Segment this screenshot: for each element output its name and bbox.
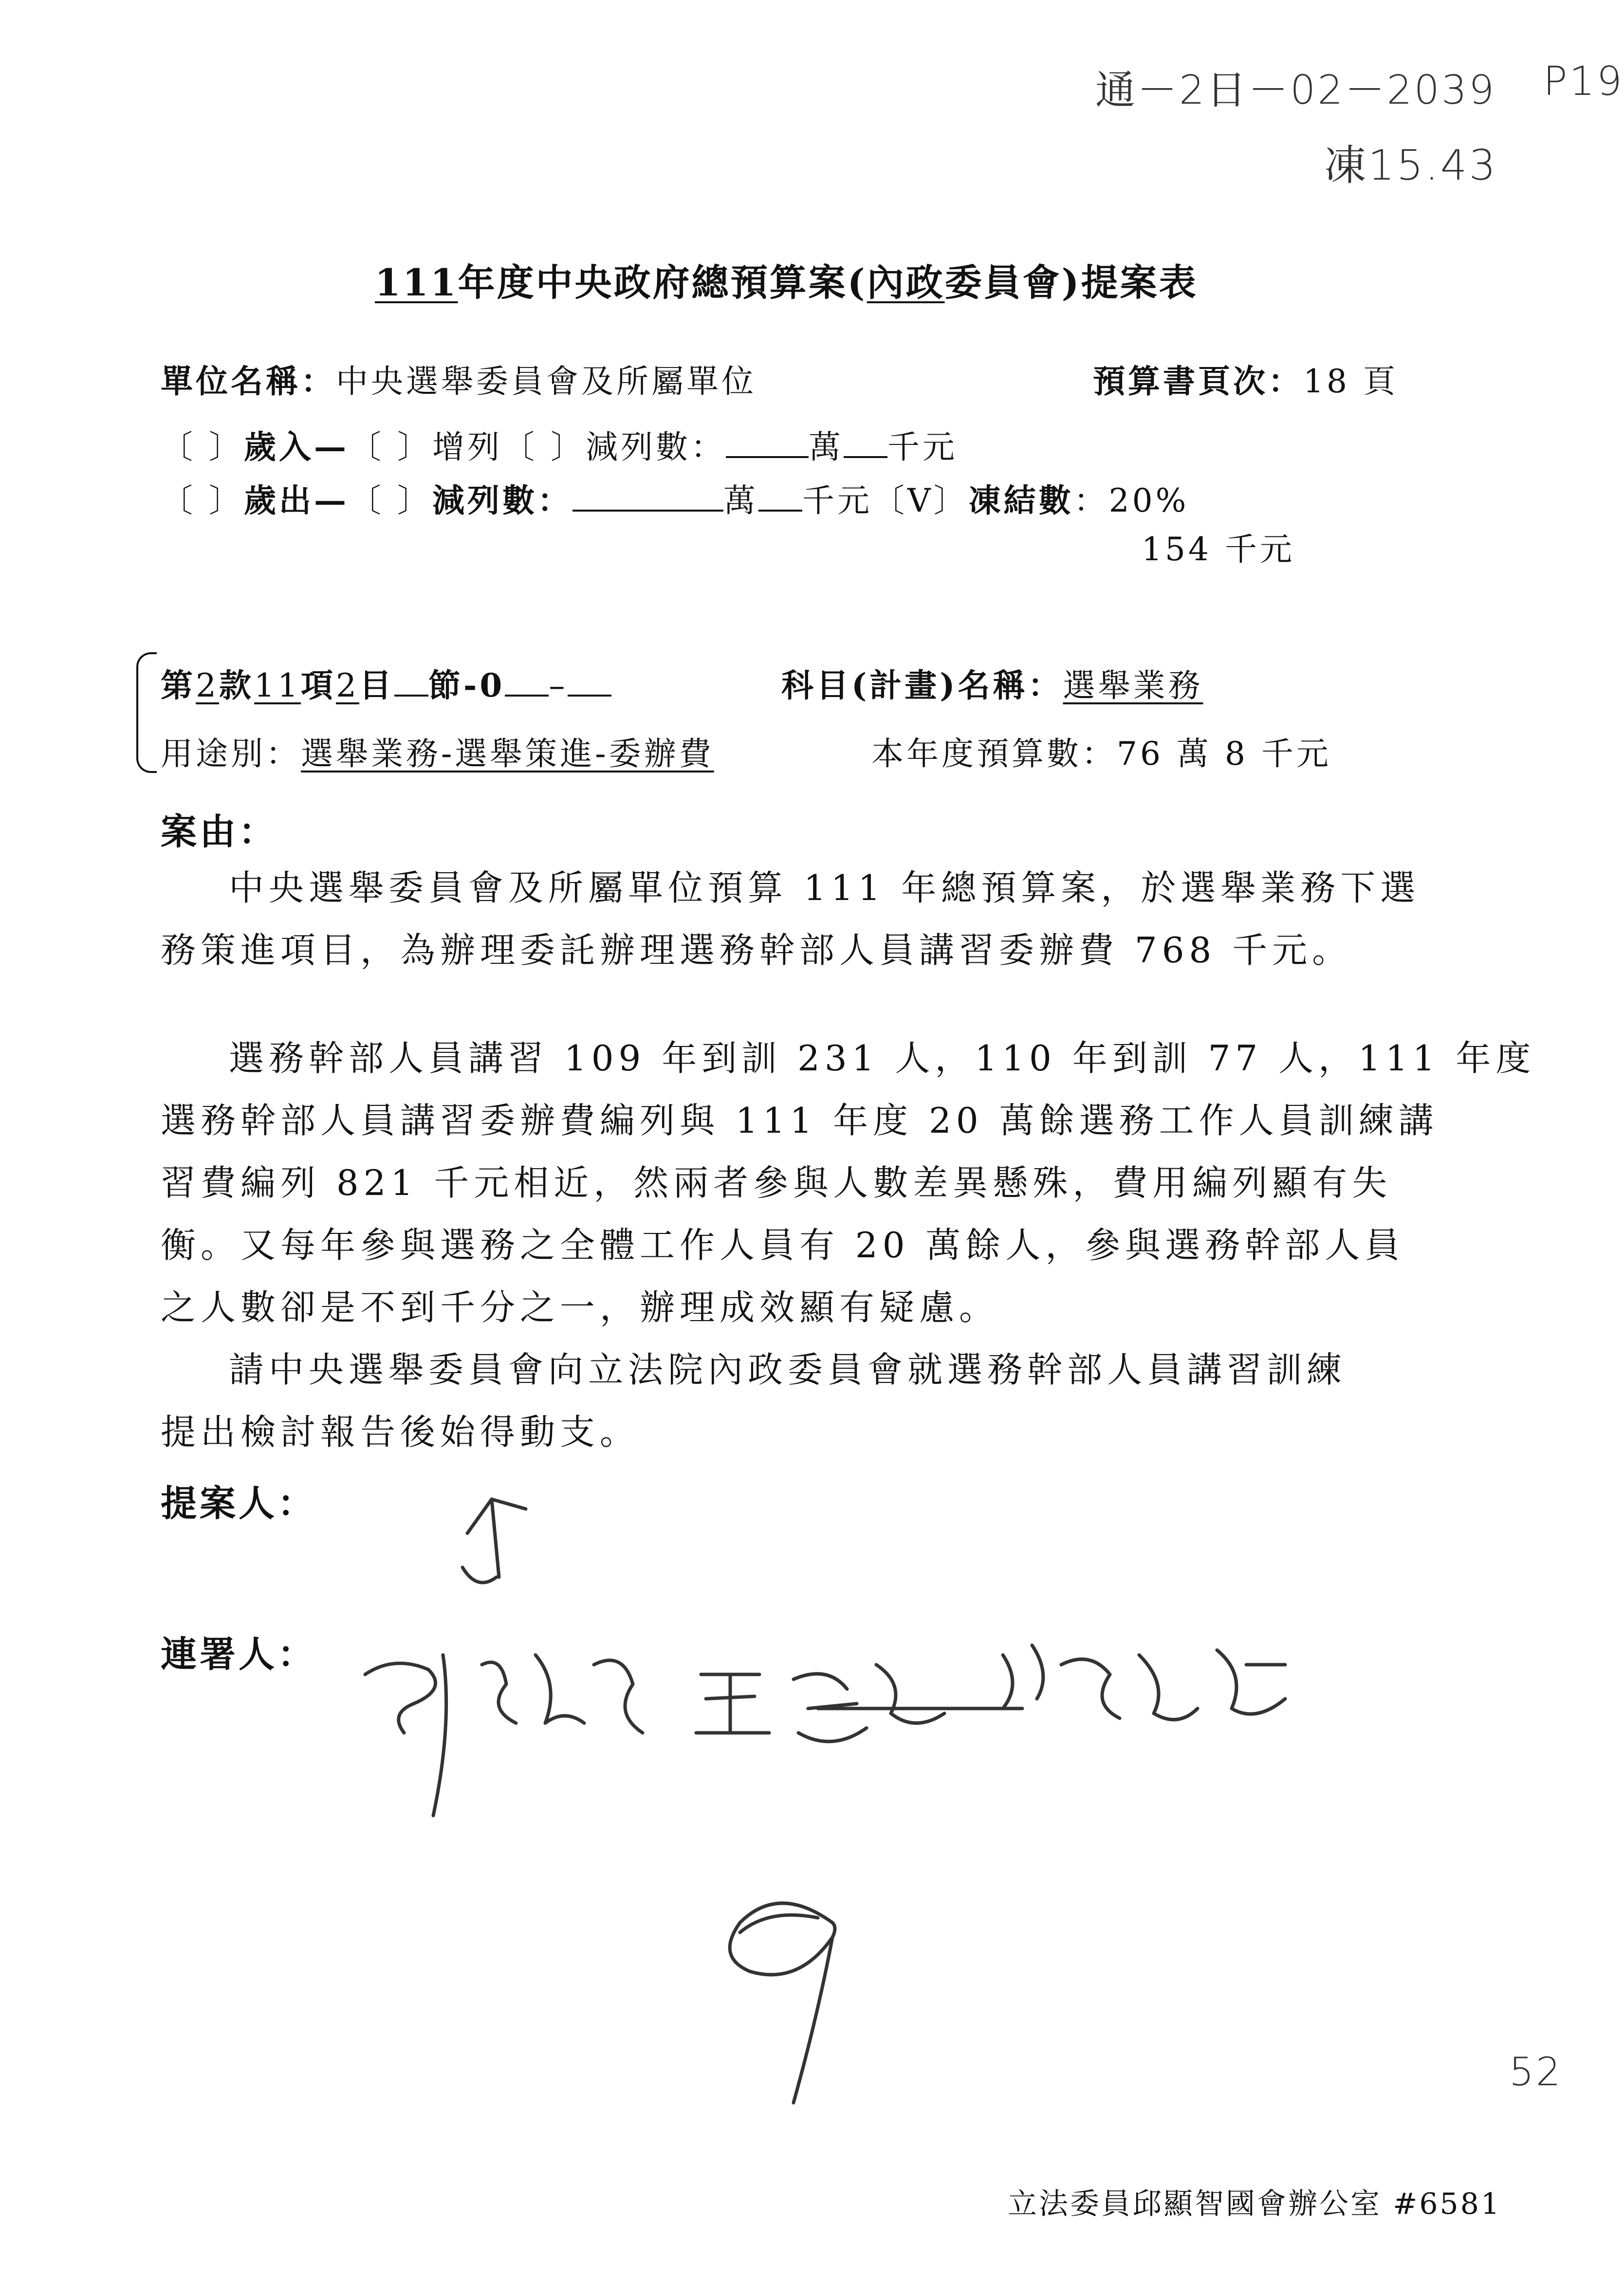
budget-row (871, 728, 1331, 774)
kuan-label: 款 (219, 666, 254, 704)
subject-value: 選舉業務 (1063, 667, 1203, 704)
title-end: 委員會)提案表 (944, 261, 1198, 304)
expense-wan-unit: 萬 (723, 482, 758, 519)
mu-number: 2 (335, 667, 359, 704)
budget-value: 76 萬 8 千元 (1117, 735, 1331, 772)
freeze-value: ：20% (1073, 482, 1189, 519)
revenue-wan-blank (726, 427, 809, 458)
handwritten-signatures (331, 1480, 1353, 1850)
title-committee: 內政 (867, 261, 945, 304)
freeze-amount: 154 千元 (1142, 531, 1295, 568)
revenue-decrease-checkbox: 〔 〕 (502, 428, 586, 466)
unit-row (161, 355, 757, 402)
mu-blank (394, 665, 428, 697)
unit-value: 中央選舉委員會及所屬單位 (336, 363, 757, 400)
jie-blank-2 (568, 665, 611, 697)
kuan-prefix: 第 (161, 666, 196, 704)
reason-p1-line1: 中央選舉委員會及所屬單位預算 111 年總預算案，於選舉業務下選 (229, 867, 1421, 908)
mu-label: 目 (359, 666, 394, 704)
subject-row (781, 660, 1203, 706)
budget-page-value: 18 頁 (1303, 363, 1398, 400)
revenue-increase-checkbox: 〔 〕 (349, 428, 432, 466)
expense-row (161, 475, 1189, 521)
jie-label: 節-0 (428, 666, 505, 704)
item-bracket (136, 652, 157, 773)
page-title (375, 253, 1198, 306)
expense-wan-blank (572, 480, 723, 512)
handwritten-number-9 (720, 1889, 867, 2122)
revenue-decrease-label: 減列數： (585, 428, 726, 466)
reason-p2-line4: 衡。又每年參與選務之全體工作人員有 20 萬餘人，參與選務幹部人員 (161, 1225, 1405, 1266)
expense-checkbox: 〔 〕 (161, 482, 244, 519)
expense-qian-unit: 千元 (802, 482, 872, 519)
reason-heading: 案由： (161, 811, 277, 853)
revenue-row (161, 421, 958, 467)
budget-page-row (1093, 355, 1398, 402)
revenue-checkbox: 〔 〕 (161, 428, 244, 466)
expense-decrease-label: 減列數： (432, 481, 572, 519)
reason-p1-line2: 務策進項目，為辦理委託辦理選務幹部人員講習委辦費 768 千元。 (161, 930, 1352, 971)
office-footer: 立法委員邱顯智國會辦公室 #6581 (1008, 2187, 1502, 2221)
freeze-checkbox: 〔V〕 (872, 482, 969, 519)
expense-decrease-checkbox: 〔 〕 (349, 482, 432, 519)
handwritten-filing-number: 通－2日－02－2039 (1095, 67, 1496, 113)
budget-page-label: 預算書頁次： (1093, 362, 1303, 400)
usage-value: 選舉業務-選舉策進-委辦費 (301, 735, 714, 772)
title-mid: 年度中央政府總預算案( (458, 261, 867, 304)
kuan-number: 2 (196, 667, 219, 704)
usage-label: 用途別： (161, 735, 301, 772)
handwritten-page-mark: P19 (1543, 58, 1624, 105)
handwritten-freeze-note: 凍15.43 (1324, 141, 1498, 190)
revenue-label: 歲入— (243, 428, 349, 466)
usage-row (161, 728, 714, 774)
reason-p3-line2: 提出檢討報告後始得動支。 (161, 1412, 640, 1452)
item-code-row (161, 660, 611, 706)
revenue-increase-label: 增列 (432, 428, 502, 466)
xiang-label: 項 (300, 666, 336, 704)
jie-blank (505, 665, 549, 697)
cosigner-label: 連署人： (161, 1634, 316, 1675)
xiang-number: 11 (254, 667, 301, 704)
revenue-wan-unit: 萬 (808, 428, 844, 466)
revenue-qian-blank (844, 427, 887, 458)
reason-p2-line3: 習費編列 821 千元相近，然兩者參與人數差異懸殊，費用編列顯有失 (161, 1162, 1392, 1203)
subject-label: 科目(計畫)名稱： (781, 666, 1063, 704)
reason-p2-line1: 選務幹部人員講習 109 年到訓 231 人，110 年到訓 77 人，111 年度 (229, 1038, 1536, 1079)
expense-label: 歲出— (243, 481, 349, 519)
unit-label: 單位名稱： (161, 362, 336, 400)
reason-p2-line2: 選務幹部人員講習委辦費編列與 111 年度 20 萬餘選務工作人員訓練講 (161, 1100, 1439, 1141)
freeze-label: 凍結數 (968, 481, 1074, 519)
jie-dash: – (549, 667, 568, 704)
corner-mark: 52 (1509, 2049, 1563, 2094)
proposer-label: 提案人： (161, 1483, 316, 1525)
title-year: 111 (375, 261, 458, 304)
expense-qian-blank (758, 480, 802, 512)
revenue-qian-unit: 千元 (887, 428, 958, 466)
reason-p3-line1: 請中央選舉委員會向立法院內政委員會就選務幹部人員講習訓練 (229, 1349, 1347, 1390)
budget-label: 本年度預算數： (871, 735, 1117, 772)
reason-p2-line5: 之人數卻是不到千分之一，辦理成效顯有疑慮。 (161, 1287, 999, 1328)
